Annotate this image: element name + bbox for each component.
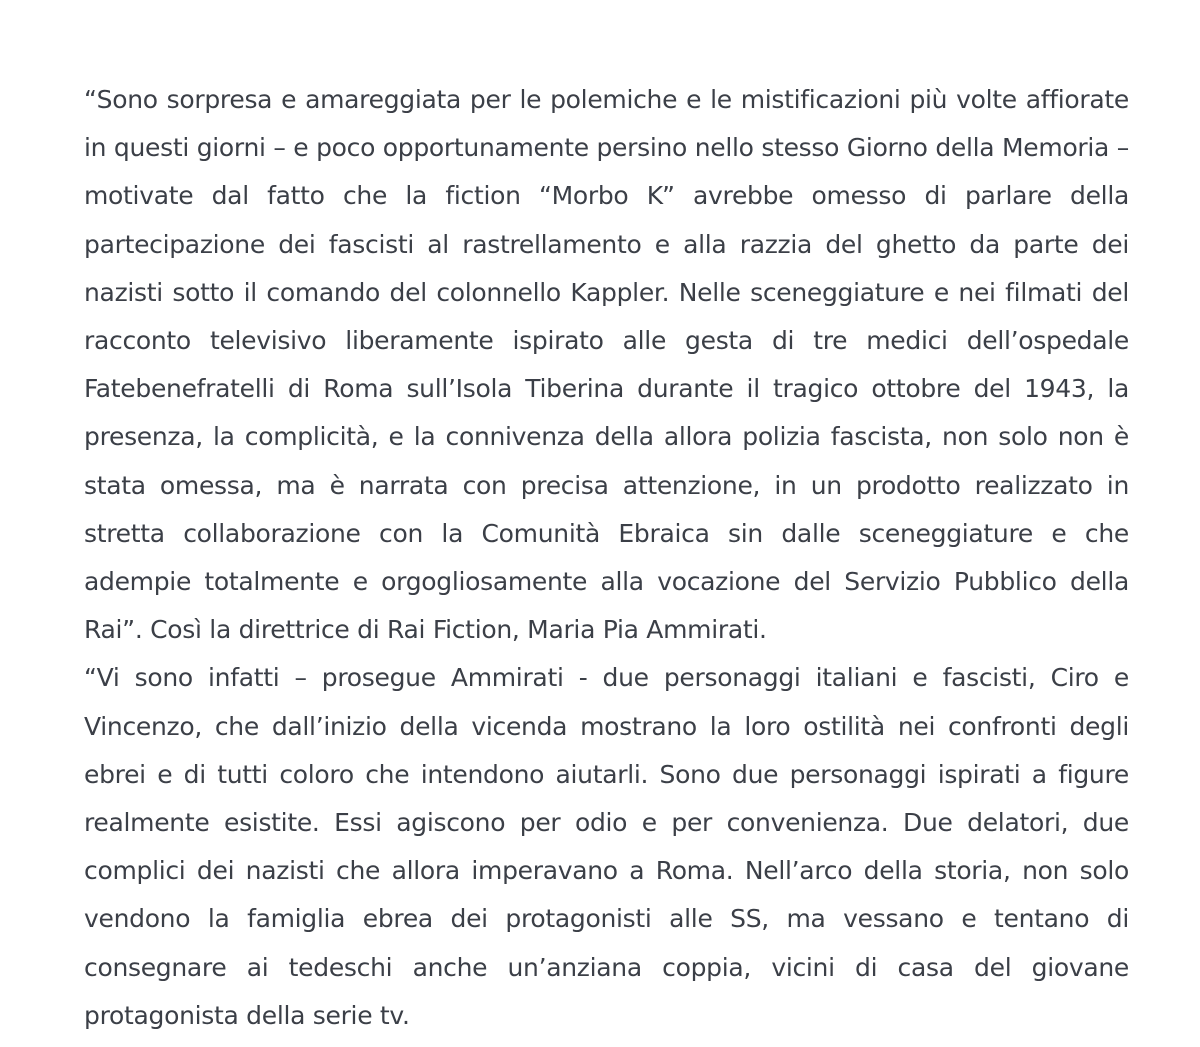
paragraph: “Sono sorpresa e amareggiata per le polemiche e le mistificazioni più volte affiorate in questi giorni – e poco opportunamente persino nello stesso Giorno della Memoria – motivate dal fatto che la fiction “Morbo K” avrebbe omesso di parlare della partecipazione dei fascisti al rastrellamento e alla razzia del ghetto da parte dei nazisti sotto il comando del colonnello Kappler. Nelle sceneggiature e nei filmati del racconto televisivo liberamente ispirato alle gesta di tre medici dell’ospedale Fatebenefratelli di Roma sull’Isola Tiberina durante il tragico ottobre del 1943, la presenza, la complicità, e la connivenza della allora polizia fascista, non solo non è stata omessa, ma è narrata con precisa attenzione, in un prodotto realizzato in stretta collaborazione con la Comunità Ebraica sin dalle sceneggiature e che adempie totalmente e orgogliosamente alla vocazione del Servizio Pubblico della Rai”. Così la direttrice di Rai Fiction, Maria Pia Ammirati. [84,85,1129,645]
paragraph: “Vi sono infatti – prosegue Ammirati - due personaggi italiani e fascisti, Ciro e Vincenzo, che dall’inizio della vicenda mostrano la loro ostilità nei confronti degli ebrei e di tutti coloro che intendono aiutarli. Sono due personaggi ispirati a figure realmente esistite. Essi agiscono per odio e per convenienza. Due delatori, due complici dei nazisti che allora imperavano a Roma. Nell’arco della storia, non solo vendono la famiglia ebrea dei protagonisti alle SS, ma vessano e tentano di consegnare ai tedeschi anche un’anziana coppia, vicini di casa del giovane protagonista della serie tv. [84,663,1129,1030]
article-body [84,76,1129,1040]
